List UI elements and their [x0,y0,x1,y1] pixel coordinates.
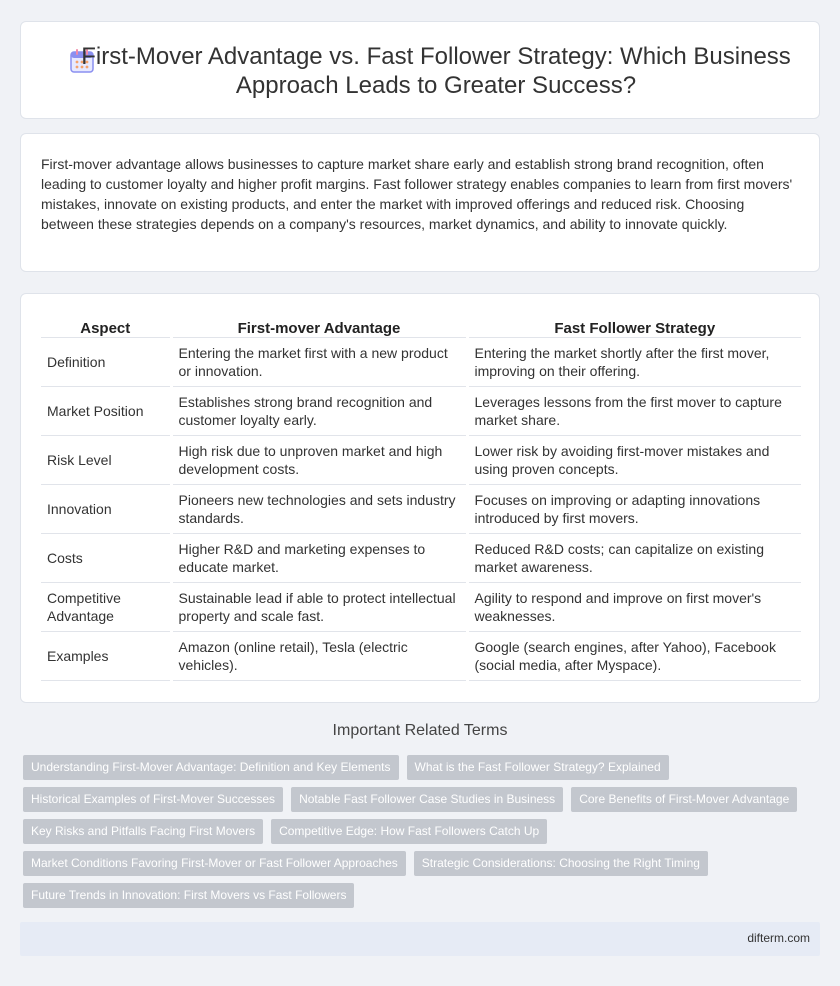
cell-aspect: Competitive Advantage [41,582,171,631]
table-row [41,533,801,582]
table-row [41,631,801,680]
cell-aspect: Costs [41,533,171,582]
cell-aspect: Innovation [41,484,171,533]
cell-fast-follower: Google (search engines, after Yahoo), Facebook (social media, after Myspace). [467,631,801,680]
cell-first-mover: Sustainable lead if able to protect intellectual property and scale fast. [171,582,467,631]
page-title: First-Mover Advantage vs. Fast Follower Strategy: Which Business Approach Leads to Greater Success? [81,43,791,99]
cell-fast-follower: Reduced R&D costs; can capitalize on existing market awareness. [467,533,801,582]
comparison-card [20,293,820,703]
cell-first-mover: Higher R&D and marketing expenses to educate market. [171,533,467,582]
related-term-tag[interactable]: Historical Examples of First-Mover Successes [23,787,283,812]
related-term-tag[interactable]: Core Benefits of First-Mover Advantage [571,787,797,812]
related-term-tag[interactable]: Competitive Edge: How Fast Followers Catch Up [271,819,547,844]
related-term-tag[interactable]: Future Trends in Innovation: First Movers vs Fast Followers [23,883,354,908]
table-row [41,484,801,533]
comparison-table [41,316,801,681]
related-term-tag[interactable]: Strategic Considerations: Choosing the Right Timing [414,851,708,876]
related-term-tag[interactable]: Market Conditions Favoring First-Mover or Fast Follower Approaches [23,851,406,876]
cell-aspect: Definition [41,337,171,386]
cell-first-mover: Entering the market first with a new product or innovation. [171,337,467,386]
cell-fast-follower: Leverages lessons from the first mover to capture market share. [467,386,801,435]
header-first-mover: First-mover Advantage [171,316,467,337]
cell-aspect: Risk Level [41,435,171,484]
cell-fast-follower: Lower risk by avoiding first-mover mistakes and using proven concepts. [467,435,801,484]
table-row [41,582,801,631]
related-term-tag[interactable]: Understanding First-Mover Advantage: Definition and Key Elements [23,755,399,780]
related-term-tag[interactable]: Notable Fast Follower Case Studies in Business [291,787,563,812]
tag-row [23,851,823,876]
tag-row [23,755,823,780]
table-row [41,435,801,484]
header-card [20,21,820,119]
cell-aspect: Examples [41,631,171,680]
cell-fast-follower: Agility to respond and improve on first mover's weaknesses. [467,582,801,631]
intro-paragraph: First-mover advantage allows businesses to capture market share early and establish strong brand recognition, often leading to customer loyalty and higher profit margins. Fast follower strategy enables companies to learn from first movers' mistakes, innovate on existing products, and enter the market with improved offerings and reduced risk. Choosing between these strategies depends on a company's resources, market dynamics, and ability to innovate quickly. [41,156,793,232]
footer-site-name[interactable]: difterm.com [747,931,810,945]
cell-first-mover: Pioneers new technologies and sets industry standards. [171,484,467,533]
cell-first-mover: Amazon (online retail), Tesla (electric vehicles). [171,631,467,680]
tag-row [23,883,823,908]
tag-row [23,819,823,844]
footer [20,922,820,956]
table-row [41,386,801,435]
table-row [41,337,801,386]
related-terms-heading: Important Related Terms [332,722,508,739]
related-terms-list [23,755,823,915]
related-term-tag[interactable]: What is the Fast Follower Strategy? Explained [407,755,669,780]
header-fast-follower: Fast Follower Strategy [467,316,801,337]
header-aspect: Aspect [80,319,131,337]
cell-first-mover: Establishes strong brand recognition and customer loyalty early. [171,386,467,435]
tag-row [23,787,823,812]
cell-aspect: Market Position [41,386,171,435]
cell-first-mover: High risk due to unproven market and high development costs. [171,435,467,484]
table-header-row [41,316,801,337]
cell-fast-follower: Entering the market shortly after the first mover, improving on their offering. [467,337,801,386]
intro-card [20,133,820,272]
related-term-tag[interactable]: Key Risks and Pitfalls Facing First Movers [23,819,263,844]
cell-fast-follower: Focuses on improving or adapting innovations introduced by first movers. [467,484,801,533]
